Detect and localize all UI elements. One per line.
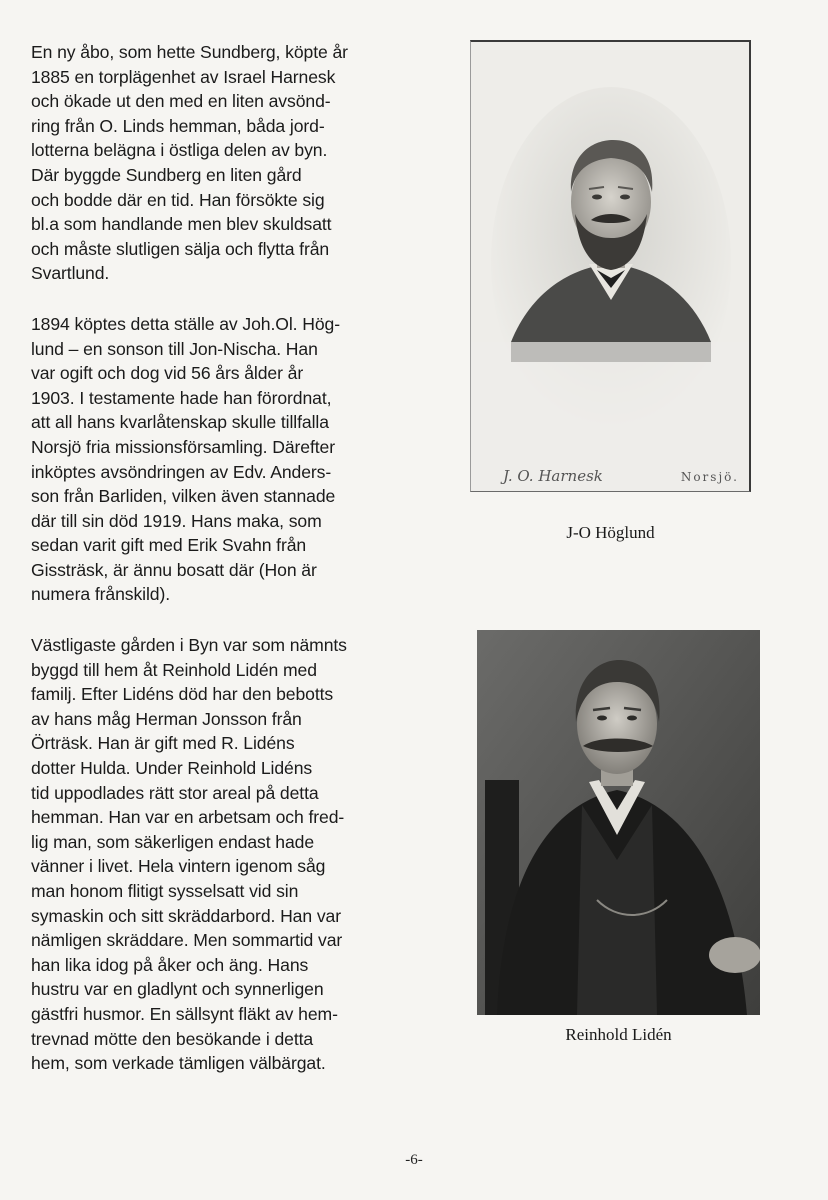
paragraph-hoglund: 1894 köptes detta ställe av Joh.Ol. Hög- lund – en sonson till Jon-Nischa. Han var ogift och dog vid 56 års ålder år 1903. I testamente hade han förordnat, att all hans kvarlåtenskap skulle tillfalla Norsjö fria missionsförsamling. Därefter inköptes avsöndringen av Edv. Anders- son från Barliden, vilken även stannade där till sin död 1919. Hans maka, som sedan varit gift med Erik Svahn från Gissträsk, är ännu bosatt där (Hon är numera frånskild). <box>31 313 340 605</box>
studio-place: Norsjö. <box>680 470 739 484</box>
photo-caption-hoglund: J-O Höglund <box>566 523 655 542</box>
portrait-liden-illustration <box>477 630 760 1015</box>
photo-caption-liden: Reinhold Lidén <box>565 1025 672 1044</box>
page-number: -6- <box>405 1152 423 1168</box>
paragraph-sundberg: En ny åbo, som hette Sundberg, köpte år 1885 en torplägenhet av Israel Harnesk och ökade ut den med en liten avsönd- ring från O. Linds hemman, båda jord- lotterna belägna i östliga delen av byn. Där byggde Sundberg en liten gård och bodde där en tid. Han försökte sig bl.a som handlande men blev skuldsatt och måste slutligen sälja och flytta från Svartlund. <box>31 42 348 284</box>
article-text-column <box>31 40 426 1102</box>
portrait-photo-hoglund <box>470 40 751 492</box>
portrait-photo-liden <box>477 630 760 1015</box>
studio-signature: J. O. Harnesk <box>503 467 603 485</box>
paragraph-liden: Västligaste gården i Byn var som nämnts byggd till hem åt Reinhold Lidén med familj. Efter Lidéns död har den bebotts av hans måg Herman Jonsson från Örträsk. Han är gift med R. Lidéns dotter Hulda. Under Reinhold Lidéns tid uppodlades rätt stor areal på detta hemman. Han var en arbetsam och fred- lig man, som säkerligen endast hade vänner i livet. Hela vintern igenom såg man honom flitigt sysselsatt vid sin symaskin och sitt skräddarbord. Han var nämligen skräddare. Men sommartid var han lika idog på åker och äng. Hans hustru var en gladlynt och synnerligen gästfri husmor. En sällsynt fläkt av hem- trevnad mötte den besökande i detta hem, som verkade tämligen välbärgat. <box>31 635 347 1074</box>
portrait-hoglund-illustration <box>471 42 749 491</box>
